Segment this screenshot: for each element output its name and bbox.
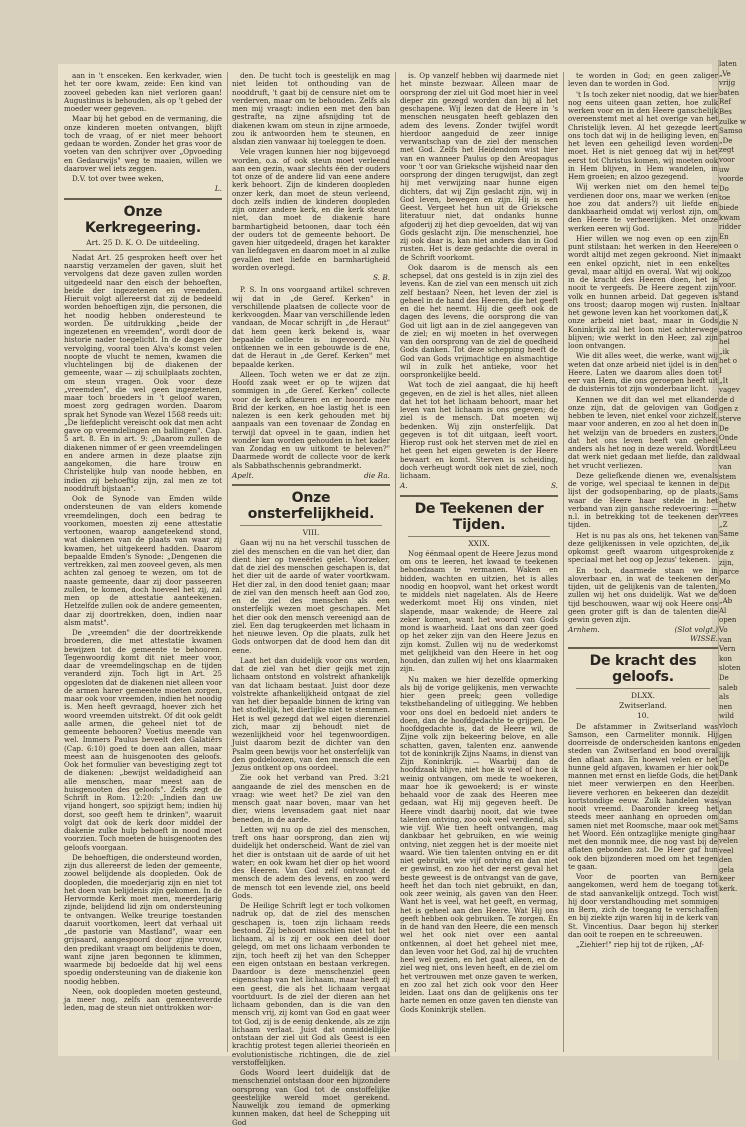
edge-word: „It (719, 376, 729, 385)
article-body (232, 539, 390, 1127)
edge-word: als (719, 693, 730, 702)
divider (232, 484, 390, 486)
paragraph: den. De tucht toch is geestelijk en mag niet leiden tot onthouding van de nooddruft, 't gaat bij de censure niet om te verderven, maar om te behouden. Zelfs als men mij vraagt: indien een met den ban gestrafte, na zijne afsnijding tot de diakenen kwam om steun in zijne armoede, zou ik antwoorden hem te steunen, en alsdan zien vanwaar hij toeleggen te doen. (232, 71, 390, 146)
edge-word: lijk (719, 750, 730, 759)
article-body (232, 72, 390, 272)
paragraph: is. Op vanzelf hebben wij daarmede niet het minste bezwaar. Alleen maar de oorsprong der ziel uit God moet hier in veel dieper zin gezegd worden dan bij al het geschapene. Wij lezen dat de Heere in 's menschen neusgaten heeft geblazen den adem des levens. Zonder twijfel wordt hierdoor aangeduid de zeer innige verwantschap van de ziel der menschen met God. Zelfs het Heidendom wist hier van en wanneer Paulus op den Areopagus voor 't oor van Grieksche wijsheid naar den oorsprong der dingen terugwijst, dan zegt hij met verwijzing naar hunne eigen dichters, dat wij Zijn geslacht zijn, wij in God leven, bewegen en zijn. Hij is een Geest. Vergeet het hun uit de Grieksche literatuur niet, dat ondanks hunne afgoderij zij het diep gevoelden, dat wij van Gods geslacht zijn. Die menschenziel, hoe zij ook daar is, kan niet anders dan in God rusten. Het is deze gedachte die overal in de Schrift voorkomt. (400, 71, 558, 262)
paragraph: Ook de Synode van Emden wilde ondersteunen de van elders komende vreemdelingen, doch een bedrag te voorkomen, moesten zij eene attestatie vertoonen, waarop aangeteekend stond, wat diakenen van de plaats van waar zij kwamen, het uitgekeerd hadden. Daarom bepaalde Emden's Synode: „Dengenen die vertrekken, zal men zooveel geven, als men achten zal genoeg te wezen, om tot de naaste gemeente, daar zij door passeeren zullen, te komen, doch hoeveel het zij, zal men op de attestatie aanteekenen. Hetzelfde zullen ook de andere gemeenten, daar zij doortrekken, doen, indien naar alsm matst". (64, 494, 222, 627)
article-body (64, 254, 222, 1013)
edge-word: „Ab (719, 597, 733, 606)
paragraph: Voor de poorten van Bern aangekomen, werd hem de toegang tot de stad aanvankelijk ontzegd. Toch wist hij door verstandhouding met sommigen in Bern, zich de toegang te verschaffen en bij ziekte zijn waren hij in de kerk van St. Vincentius. Daar begon hij sterker dan ooit te roepen en te schreeuwen. (568, 872, 718, 939)
edge-word: De (719, 674, 729, 682)
edge-word: „Ve (719, 69, 731, 78)
edge-word: zulke w (719, 117, 746, 126)
edge-word: van (719, 798, 732, 807)
edge-word: hetw (719, 501, 737, 510)
edge-word: doen (719, 587, 737, 596)
edge-word: dwaal (719, 453, 741, 462)
edge-word: parce (719, 568, 740, 577)
article-body (400, 550, 558, 1014)
paragraph: 't Is toch zeker niet noodig, dat we hier nog eens uiteen gaan zetten, hoe zulk werken voor en in den Heere ganschelijk overeenstemt met al het overige van het Christelijk leven. Al het gezegde leert ons toch dat wij in de heiliging leven, en het leven een geheiligd leven worden moet. Het is niet genoeg dat wij in het eerst tot Christus komen, wij moeten ook in Hem blijven, in Hem wandelen, in Hem groeien; en alzoo gezegend. (568, 89, 718, 181)
paragraph: Laat het dan duidelijk voor ons worden, dat de ziel van het dier geijk met zijn lichaam ontstond en volstrekt afhankelijk van dat lichaam bestaat. Juist door deze volstrekte afhankelijkheid ontgaat de ziel van het dier bepaalde binnen de kring van het stoffelijk, het dierlijke niet te stemmen. Het is wel gezegd dat wel eigen dierenziel zich, maar zij behoudt niet de wezenlijkheid voor hel tegenwoordigen. Juist daarom bezit de dichter van den Psalm geen bewijs voor het onsterfelijk van den goddeloozen, van den mensch die een Jezus ontkent op ons oordeel. (232, 655, 390, 772)
article-body (568, 72, 718, 624)
edge-word: open (719, 616, 737, 625)
edge-word: altaar (719, 299, 740, 308)
paragraph: Neen, ook doopleden moeten gesteund, ja meer nog, zelfs aan gemeenteverde leden, mag de steun niet onttrokken wor- (64, 986, 222, 1013)
paragraph: Kennen we dit dan wel met elkander onze zijn, dat de gelovigen van God hebben te leven, niet enkel voor zichzelf, maar voor anderen, en zoo al het doen in het welzijn van de broeders en zusters, dat het ons leven heeft van geheel anders als het nog in deze wereld. Wordt dat werk niet gedaan met liefde, dan zal het vrucht verliezen. (568, 394, 718, 470)
edge-word: een o (719, 242, 739, 251)
paragraph: Nadat Art. 25 gesproken heeft over het naarstig verzamelen der gaven, sluit het vervolgens dat deze gaven zullen worden uitgedeeld naar den eisch der behoeften, beide der ingezetenen en vreemden. Hieruit volgt allereerst dat zij de bedeeld worden behoeftigen zijn, die personen, die het noodig hebben onderesteund te worden. De uitdrukking „beide der ingezetenen en vreemden", wordt door de historie nader toegelicht. In de dagen der vervolging, vooral toen Alva's komst velen noopte de vlucht te nemen, kwamen die vluchtelingen bij de diakenen der gemeente, waar — zij schuilplaats zochten, om steun vragen. Ook voor deze „vreemden", die wel geen ingezetenen, maar toch broeders in 't geloof waren, moest zorg gedragen worden. Daarom sprak het Synode van Wezel 1568 reeds uit: „De liefdeplicht vereischt ook dat men acht gave op vreemdelingen en ballingen". Cap. 5 art. 8. En in art. 9: „Daarom zullen de diakenen nimmer of er geen vreemdelingen en andere armen in deze plaatse zijn aangekomen, die hare trouw en Christelijke hulp van noode hebben, en indien zij behoeftig zijn, zal men ze tot nooddruft bijstaan". (64, 252, 222, 493)
paragraph: aan in 't ensceken. Een kerkvader, wien het ter oore kwam, zeide: Een kind van zooveel gebeden kan niet verloren gaan! Augustinus is behouden, als op 't gebed der moeder weer gegeven. (64, 71, 222, 113)
edge-word: biede (719, 203, 739, 212)
edge-word: Vern (719, 645, 736, 654)
divider (568, 647, 718, 649)
paragraph: Gaan wij nu na het verschil tusschen de ziel des menschen en die van het dier, dan dient hier op tweeërlei gelet. Voorzeker, dat de ziel des menschen geschapen is, dat het dier uit de aarde of water voortkwam. Het dier zal, in den dood teniet gaan; maar de ziel van den mensch heeft aan God zoo, en de ziel des menschen als een onsterfelijk wezen moet geschapen. Met het dier ook den mensch vereenigd aan de ziel. Een dag terugkeerden met lichaam in het nieuwe leven. Op die plaats, zulk het Gods ontworpen dat de dood hem dan dit eene. (232, 538, 390, 655)
edge-word: saleb (719, 683, 738, 692)
edge-word: voor. (719, 280, 737, 289)
edge-word: zijn, (719, 558, 734, 567)
paragraph: Gods Woord leert duidelijk dat de menschenziel ontstaan door een bijzondere oorsprong van God tot de onstoffelijke geestelijke wereld moet gerekend. Nauwelijk zou iemand de opmerking kunnen maken, dat heel de Schepping uit God (232, 1068, 390, 1127)
edge-word: Al (719, 606, 727, 615)
paragraph: „Ziehier!" riep hij tot de rijken, „Af- (576, 940, 704, 949)
edge-word: haar (719, 827, 736, 836)
edge-text (719, 60, 746, 895)
edge-word: uw (719, 165, 730, 174)
edge-word: de d (719, 395, 735, 404)
edge-word: vrees (719, 510, 739, 519)
article-body (568, 723, 718, 950)
edge-word: Vo (719, 626, 728, 635)
paragraph: Letten wij nu op de ziel des menschen, treft ons haar oorsprong, dan zien wij duidelijk het onderscheid. Want de ziel van het dier is ontstaan uit de aarde of uit het water; en ook kwam het dier op het woord des Heeren. Van God zelf ontvangt de mensch de adem des levens, en zoo werd de mensch tot een levende ziel, ons beeld Gods. (232, 824, 390, 900)
edge-word: Dit (719, 482, 730, 491)
paragraph: Wie dit alles weet, die werke, want wij weten dat onze arbeid niet ijdel is in den Heere. Laten we daarom alles doen tot eer van Hem, die ons geroepen heeft uit de duisternis tot zijn wonderbaar licht. (568, 351, 718, 394)
intro-paragraphs (64, 72, 222, 183)
edge-word: veel (719, 846, 734, 855)
postscript (232, 286, 390, 470)
edge-word: van (719, 635, 732, 644)
signature: Apelt. die Ra. (232, 470, 390, 480)
divider (72, 250, 214, 251)
edge-word: „ik (719, 347, 730, 356)
edge-word: Samso (719, 127, 743, 136)
edge-word: vagev (719, 386, 740, 395)
edge-word: dan (719, 808, 733, 817)
edge-word: sterve (719, 414, 741, 423)
adjacent-page-edge (718, 60, 746, 1060)
edge-word: gela (719, 865, 735, 874)
paragraph: De behoeftigen, die ondersteund worden, zijn dus allereerst de leden der gemeente, zoowel belijdende als doopleden. Ook de doopleden, die moederjarig zijn en niet tot het doen van belijdenis zijn gekomen. In de Hervormde Kerk moet men, meerderjarig zijnde, belijdend lid zijn om ondersteuning te ontvangen. Welke treurige toestanden daaruit voortkomen, leert dat verhaal uit „de pastorie van Mastland", waar een grijsaard, aangespoord door zijne vrouw, den predikant vraagt om belijdenis te doen, want zijne jaren begonnen te klimmen, waarmede bij bedoelde dat hij wel eens spoedig ondersteuning van de diakenie kon noodig hebben. (64, 852, 222, 986)
edge-word: Bes (719, 107, 732, 116)
edge-word: vloch (719, 721, 738, 730)
column-rule (227, 72, 228, 1052)
edge-word: baten (719, 88, 740, 97)
edge-word: gen z (719, 405, 739, 414)
paragraph: te worden in God; en geen zaliger leven dan te worden in God. (568, 71, 718, 89)
paragraph: Wij werken niet om den hemel te verdienen door ons, maar we werken (en hoe zou dat anders?) uit liefde en dankbaarheid omdat wij verlost zijn, om den Heere te verheerlijken. Met onze werken eeren wij God. (568, 182, 718, 233)
paragraph: Het is nu pas als ons, het tekenen van deze gelijkenissen in vele opzichten, de opkomst geeft waarom uitgesproken speciaal met het oog op Jezus' tekenen. (568, 530, 718, 565)
edge-word: keer (719, 875, 735, 884)
column-4 (568, 72, 718, 1057)
signature: L. (214, 184, 222, 194)
edge-word: stand (719, 290, 739, 299)
edge-word: zoo (719, 271, 732, 280)
paragraph: Ook daarom is de mensch als een schepsel, dat ons gesteld is in zijn ziel des levens. Kan de ziel van een mensch uit zich zelf bestaan? Neen, het leven der ziel is geheel in de hand des Heeren, die het geeft en die het neemt. Hij die geeft ook de dagen des levens, die oorsprong die van God uit ligt aan in de ziel aangegeven van de ziel; en wij moeten in het overwegen van den oorsprong van de ziel de goedheid Gods danken. Tot deze schepping heeft de God van Gods vrijmachtige en alsmachtige wil in zulk het antieke, voor het oorspronkelijke beeld. (400, 262, 558, 379)
paragraph: Zie ook het verband van Pred. 3:21 aangaande de ziel des menschen en de vraag: wie weet het? De ziel van den mensch gaat naar boven, maar van het dier, wiens levensadem gaat niet naar beneden, in de aarde. (232, 773, 390, 824)
edge-word: de z (719, 549, 734, 558)
column-rule (395, 72, 396, 1052)
paragraph: En toch, daarmede staan we in aloverbaar en, in wat de teekenen der tijden, uit de gelijkenis van de talenten, zullen wij het ons duidelijk. Wat we de tijd beschouwen, waar wij ook Heere ons geen groter gift is dan de talenten die gewin geven zijn. (568, 565, 718, 624)
edge-word: I (719, 367, 722, 375)
edge-word: tes (719, 261, 730, 270)
edge-word: De (719, 424, 729, 433)
column-2 (232, 71, 390, 1127)
divider (400, 495, 558, 497)
paragraph: Deze geliefkende dienen we, evenals de vorige, wel speciaal te kennen in de lijst der godsopenbaring, op de plaats, waar de Heere haar stelde in het verband van zijn gansche redevoering: — n.l. in betrekking tot de teekenen der tijden. (568, 470, 718, 530)
divider (64, 198, 222, 200)
edge-word: Sams (719, 817, 739, 826)
article-heading: De kracht des geloofs. (589, 652, 697, 685)
paragraph: Hier willen we nog even op een zijn punt stilstaan: het werken in den Heere wordt altijd met zegen gekroond. Niet in een enkel opzicht, niet in een enkel geval, maar altijd en overal. Wat wij ook in de kracht des Heeren doen, het is nooit te vergeefs. De Heere zegent zijn volk en hunnen arbeid. Dat gegeven is ons troost; daarop mogen wij rusten. In het gewone leven kan het voorkomen dat onze arbeid niet baat, maar in Gods Koninkrijk zal het loon niet achterwege blijven; wie werkt in den Heer, zal zijn loon ontvangen. (568, 233, 718, 350)
edge-word: den (719, 856, 733, 865)
edge-word: Same (719, 530, 739, 539)
edge-word: geden (719, 741, 741, 750)
article-place: Zwitserland. (619, 701, 667, 710)
paragraph: De afstammer in Zwitserland was Samson, een Carmeliter monnik. Hij doorreisde de onderscheiden kantons en steden van Zwitserland en bood overal den aflaat aan. En hoewel velen er het hunne geld afgaven, kwamen er hier ook mannen met ernst en liefde Gods, die het niet meer verwierpen en den Heer lievere verhoren en bekeeren dan deze kortstondige eeuw. Zulk handelen was nooit vreemd. Daaronder kreeg het steeds meer aanhang en oproeden om samen niet met Roomsche, maar ook met het Woord. Eén ontzaglijke menigte ging met den monnik mee, die nog vast bij de aflaten gebonden zat. De Heer gaf hun ook den bijzonderen moed om het tegen te gaan. (568, 721, 718, 871)
article-heading: Onze Kerkregeering. (85, 203, 201, 236)
edge-word: Onde (719, 434, 738, 443)
edge-word: toe (719, 194, 731, 203)
edge-word: wild (719, 712, 734, 721)
article-heading: De Teekenen der Tijden. (414, 500, 544, 533)
paragraph: P. S. In ons voorgaand artikel schreven wij dat in „de Geref. Kerken" in verschillende plaatsen de collecte voor de kerkvoogden. Maar van verschillende leden vandaan, de Mocar schrijft in „de Heraut" dat hem geen kerk bekend is, waar bepaalde collecte is ingevoerd. Nu ontkennen we in een gebouwde is de ene, dat de Heraut in „de Geref. Kerken" met bepaalde kerken. (232, 285, 390, 369)
edge-word: „ik (719, 539, 730, 548)
edge-word: laten (719, 60, 737, 68)
divider (240, 525, 382, 526)
paragraph: Nu maken we hier dezelfde opmerking als bij de vorige gelijkenis, men verwachte hier geen preek; geen volledige tekstbehandeling of uitlegging. We hebben voor ons doel en bedoeld niet anders te doen, dan de hoofdgedachte te grijpen. De hoofdgedachte is, dat de Heere wil, de Zijne volk zijn bekeering belove, en alle schatten, gaven, talenten enz. aanwende tot de koninkrijk Zijns Naams, in dienst van Zijn Koninkrijk. — Waarbij dan de hoofdzaak blijve, niet hoe ik veel of hoe ik weinig ontvangen, om mede te woekeren, maar hoe ik gewoekerd; is er winste behaald voor de zaak des Heeren mee gedaan, wat Hij mij gegeven heeft. De Heere vindt daarbij nooit, dat wie twee talenten ontving, zoo ook veel verdiend, als wie vijf. Wie tien heeft ontvangen, mag dankbaar het gebruiken, en wie weinig ontving, niet zeggen het is der moeite niet waard. Wie tien talenten ontving en er dit niet gebruikt, wie vijf ontving en dan niet er gewinst, en zoo het der eerst geval het beste geweest is de ontvangst van de gave, heeft het dan toch niet gebruikt, en dan, ook zeer weinig, als gaven van den Heer. Want het is veel, wat het geeft, en vermag, het is geheel aan den Heere. Wat Hij ons geeft hebben ook gebruiken. Te zorgen. En in de hand van den Heere, die een mensch wel het ook niet over een aantal ontkennen, al doet het geheel niet mee, dan leven voor het God, zal hij de vruchten heel wel gezien, en het gaat alleen, en de ziel weg niet, ons leven heeft, en de ziel om het vertrouwen met onze gaven te werken, en zoo zal het zich ook voor den Heer leiden. Laat ons dan de gelijkenis ons ter harte nemen en onze gaven ten dienste van Gods Koninkrijk stellen. (400, 674, 558, 1014)
edge-word: En (719, 232, 729, 241)
edge-word: stem (719, 472, 737, 481)
paragraph: Alleen. Toch weten we er dat ze zijn. Hoofd zaak weet er op te wijzen dat sommigen in „de Geref. Kerken" collecte voor de kerk afkeuren en er hoorde mee Brid der kerken, en hoe lastig het is een nalezen is een kerk gehouden met bij aanpaals van een tovenaar de Zondag en terwijl dat opveel in te gaan, indien het wonder kan worden gehouden in het kader van Zondag en uw uitkomt te beleven?" Daarmede wordt de collecte voor de kerk als Sabbathschennis gebrandmerkt. (232, 369, 390, 470)
edge-word: van (719, 462, 732, 471)
signature: A. S. (400, 481, 558, 491)
edge-word: Sams (719, 491, 739, 500)
signature: Arnhem. (Slot volgt.) WISSE. (568, 625, 718, 643)
column-rule (563, 72, 564, 1052)
paragraph: De Heilige Schrift legt er toch volkomen nadruk op, dat de ziel des menschen geschapen is, toen zijn lichaam reeds bestond. Zij behoort misschien niet tot het lichaam, al is zij er ook een deel door gelegd, om met ons lichaam verbonden te zijn, toch heeft zij het van den Schepper een eigen ontstaan en bestaan verkregen. Daardoor is deze menschenziel geen eigenschap van het lichaam, maar heeft zij een geest, die als het lichaam vergaat voortduurt. Is de ziel der dieren aan het lichaam gebonden, dan is die van den mensch vrij, zij komt van God en gaat weer tot God, zij is de eenig denkende, als ze zijn lichaam verlaat. Juist dat onmiddellijke ontstaan der ziel uit God als Geest is een krachtig protest tegen alleriei theorieën en evolutionistische richtingen, die de ziel verstoffelijken. (232, 901, 390, 1067)
column-1 (64, 72, 222, 1057)
column-3 (400, 72, 558, 1057)
edge-word: zegt (719, 146, 735, 155)
edge-word: „De (719, 136, 733, 145)
edge-word: kon (719, 654, 732, 663)
edge-word: velen (719, 837, 738, 846)
article-number: VIII. (302, 528, 320, 537)
edge-word: Dank (719, 769, 738, 778)
edge-word: maakt (719, 251, 742, 260)
edge-word: sloten (719, 664, 741, 673)
article-number: DLXX. (630, 690, 656, 700)
section-number: 10. (637, 711, 649, 721)
paragraph: Vele vragen kunnen hier nog bijgevoegd worden, o.a. of ook steun moet verleend aan een gezin, waar slechts één der ouders tot onze of de andere lid van eene andere kerk behoort. Zijn de kinderen doopleden onzer kerk, dan moet de steun verleend, doch zelfs indien de kinderen doopleden zijn onzer andere kerk, en die kerk steunt niet, dan moet de diakenie hare barmhartigheid betoonen, daar toch één der ouders tot de gemeente behoort. De gaven hier uitgedeeld, dragen het karakter van liefdegaven en daarom moet in al zulke gevallen met liefde en barmhartigheid worden overlegd. (232, 147, 390, 272)
edge-word: ben. (719, 779, 735, 788)
edge-word: hel (719, 338, 730, 347)
edge-word: Ref (719, 98, 732, 107)
edge-word: kwam (719, 213, 741, 222)
edge-word: De (719, 760, 729, 769)
edge-word: voor (719, 155, 735, 164)
edge-word: vrijg (719, 79, 736, 88)
signature: S. B. (372, 273, 390, 282)
article-body (400, 72, 558, 480)
paragraph: Nog éénmaal opent de Heere Jezus mond om ons te leeren, het kwaad te teekenen behoedzaam te vermanen. Waken en bidden, wachten en uitzien, het is alles noodig en hoopvol, want het orkest wordt te middels niet nagelaten. Als de Heere wederkomt moet Hij ons vinden, niet slapende, maar wakende; de Heere zal zeker komen, want het woord van Gods mond is waarheid. Laat ons dan zeer goed op het zeker zijn van den Heere Jezus en zijn komst. Zullen wij nu de wederkomst met gelijkheid van den Heere in het oog houden, dan zullen wij het ons klaarmaken zijn. (400, 548, 558, 674)
edge-word: kerk. (719, 885, 738, 894)
edge-word: „K (719, 309, 728, 318)
paragraph: D.V. tot over twee weken, (72, 174, 164, 183)
edge-word: voorde (719, 175, 744, 184)
article-subheading: Art. 25 D. K. O. De uitdeeling. (86, 237, 200, 247)
edge-word: gen (719, 731, 733, 740)
edge-word: Mo (719, 578, 731, 587)
article-number: XXIX. (468, 538, 490, 548)
paragraph: Maar bij het gebod en de vermaning, die onze kinderen moeten ontvangen, blijft toch de vraag, of er niet meer behoort gedaan te worden. Zonder het gras voor de voeten van den schrijver over „Opvoeding en Gedaurwijs" weg te maaien, willen we daarover wel iets zeggen. (64, 114, 222, 173)
edge-word: Do (719, 184, 729, 193)
edge-word: dit (719, 789, 729, 798)
paragraph: Wat toch de ziel aangaat, die hij heeft gegeven, en de ziel is het alles, niet alleen dat het tot het lichaam behoort, maar het leven van het lichaam is ons gegeven; de ziel is de mensch. Dat moeten wij bedenken. Wij zijn onsterfelijk. Dat gegeven is tot dit uitgaan, leeft voort. Hierop rust ook het sterven met de ziel en het geen het eigen geweten is der Heere bewaart en komt. Sterven is scheiding, doch verheugt wordt ook niet de ziel, noch lichaam. (400, 380, 558, 480)
edge-word: Leeu (719, 443, 737, 452)
edge-word: die N (719, 319, 739, 328)
article-heading: Onze onsterfelijkheid. (247, 490, 375, 522)
edge-word: nen (719, 702, 733, 711)
edge-word: het o (719, 357, 737, 366)
edge-word: ridder (719, 223, 742, 232)
edge-word: „Z (719, 520, 728, 529)
divider (576, 688, 710, 689)
edge-word: patroo (719, 328, 743, 337)
paragraph: De „vreemden" die der doortrekkende broederen, die met attestatie kwamen bewijzen tot de gemeente te behooren. Tegenwoordig komt dit niet meer voor, daar de vreemdelingschap en de tijden veranderd zijn. Toch ligt in Art. 25 opgesloten dat de diakenen niet alleen voor de armen harer gemeente moeten zorgen, maar ook voor vreemden, indien het noodig is. Men heeft gevraagd, hoever zich het woord vreemden uitstrekt. Of dit ook geldt aalle armen, die geheel niet tot de gemeente behooren? Voetius meende van wel. Immers Paulus beveelt den Galatiërs (Cap. 6:10) goed te doen aan allen, maar meest aan de huisgenooten des geloofs. Ook het formulier van bevestiging zegt tot de diakenen: „bewijst weldadigheid aan alle menschen, maar meest aan de huisgenooten des geloofs". Zelfs zegt de Schrift in Rom. 12:20: „Indien dan uw vijand hongert, soo spijzigt hem; indien hij dorst, soo geeft hem te drinken", waaruit volgt dat ook de kerk door middel der diakenie zulke hulp behoeft in nood moet voorzien. Toch moeten de huisgenooten des geloofs voorgaan. (64, 628, 222, 852)
divider (408, 536, 550, 537)
